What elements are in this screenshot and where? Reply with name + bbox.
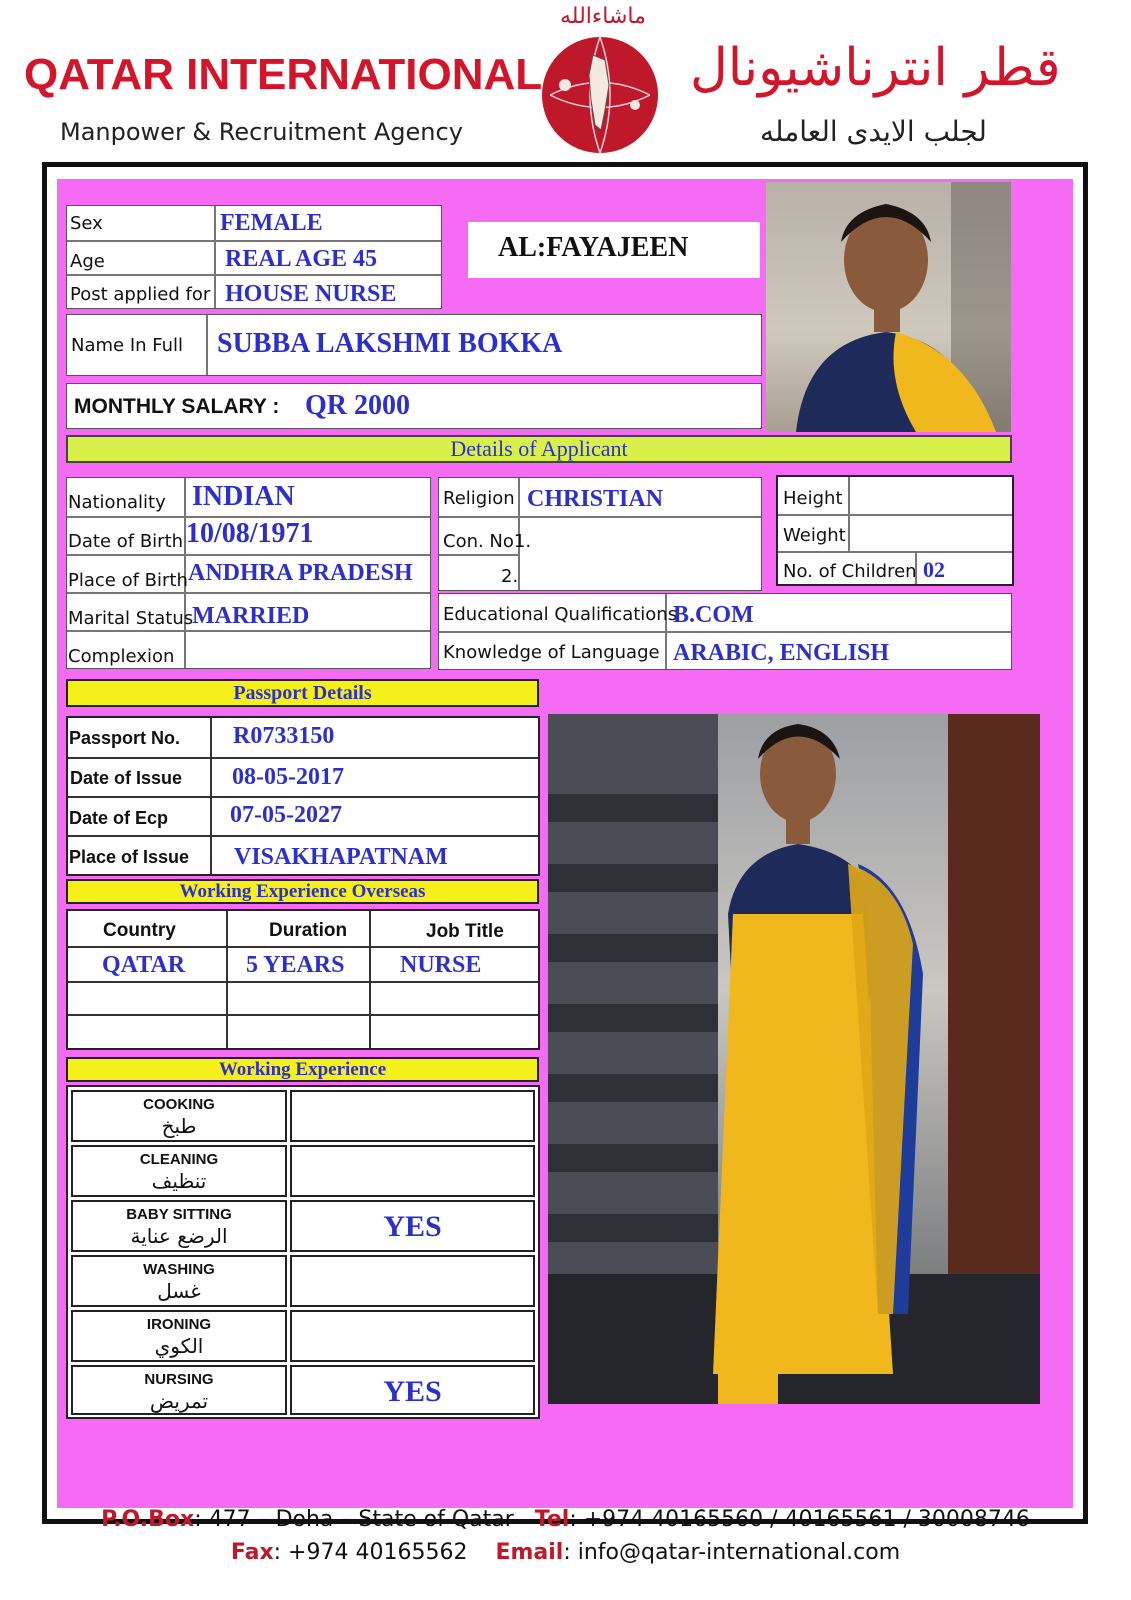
height-label: Height xyxy=(783,488,843,509)
children-label: No. of Children xyxy=(783,561,917,582)
footer-tel: : +974 40165560 / 40165561 / 30008746 xyxy=(569,1507,1030,1532)
skill-nursing-label: NURSING تمريض xyxy=(71,1365,287,1415)
passport-box xyxy=(66,716,540,876)
footer-pobox-label: P.O.Box xyxy=(101,1507,195,1532)
post-value: HOUSE NURSE xyxy=(225,281,397,307)
sex-value: FEMALE xyxy=(220,210,323,236)
language-label: Knowledge of Language xyxy=(443,642,660,663)
passport-section-header xyxy=(66,679,539,707)
skill-ironing-value xyxy=(290,1310,535,1362)
globe-qatar-map-icon xyxy=(535,30,665,160)
issue-place-value: VISAKHAPATNAM xyxy=(234,844,448,870)
nationality-label: Nationality xyxy=(68,492,166,513)
issue-place-label: Place of Issue xyxy=(69,847,190,867)
education-value: B.COM xyxy=(673,602,754,628)
name-label: Name In Full xyxy=(71,335,184,356)
salary-box xyxy=(66,383,762,429)
pob-value: ANDHRA PRADESH xyxy=(188,560,413,586)
skill-cooking-label: COOKING طبخ xyxy=(71,1090,287,1142)
footer-address-line xyxy=(0,1507,1131,1532)
overseas-title: Working Experience Overseas xyxy=(179,881,426,902)
passport-title: Passport Details xyxy=(233,682,372,704)
experience-section-header xyxy=(66,1057,539,1082)
footer-pobox: : 477 – Doha – State of Qatar xyxy=(194,1507,514,1532)
applicant-full-body-photo xyxy=(548,714,1040,1404)
language-value: ARABIC, ENGLISH xyxy=(673,640,890,666)
physical-box xyxy=(776,475,1014,586)
age-label: Age xyxy=(70,251,105,272)
footer-fax-label: Fax xyxy=(230,1540,274,1565)
salary-label: MONTHLY SALARY : xyxy=(74,395,280,418)
overseas-header-country: Country xyxy=(103,920,176,941)
sex-label: Sex xyxy=(70,213,103,234)
marital-label: Marital Status xyxy=(68,608,194,629)
brand-name-english: QATAR INTERNATIONAL xyxy=(24,50,543,99)
skill-ironing-label: IRONING الكوي xyxy=(71,1310,287,1362)
brand-tagline: Manpower & Recruitment Agency xyxy=(60,118,463,146)
footer-contact-line xyxy=(0,1540,1131,1565)
overseas-header-duration: Duration xyxy=(269,920,348,941)
contact2-label: 2. xyxy=(501,566,519,587)
skill-nursing-value: YES xyxy=(290,1365,535,1415)
overseas-header-job: Job Title xyxy=(426,921,504,942)
footer-fax: : +974 40165562 xyxy=(273,1540,468,1565)
brand-name-arabic: قطر انترناشيونال xyxy=(690,38,1061,98)
salary-value: QR 2000 xyxy=(305,390,410,421)
expiry-date-value: 07-05-2027 xyxy=(230,802,342,828)
education-label: Educational Qualifications xyxy=(443,604,678,625)
pob-label: Place of Birth xyxy=(68,570,188,591)
contact1-label: Con. No1. xyxy=(443,531,532,552)
education-language-box xyxy=(438,593,1012,670)
dob-value: 10/08/1971 xyxy=(186,518,314,549)
basic-info-box xyxy=(66,205,442,309)
age-value: REAL AGE 45 xyxy=(225,246,378,272)
overseas-section-header xyxy=(66,879,539,904)
applicant-portrait-photo xyxy=(766,182,1011,432)
weight-label: Weight xyxy=(783,525,846,546)
footer-email-label: Email xyxy=(495,1540,564,1565)
skill-cleaning-value xyxy=(290,1145,535,1197)
skill-cooking-value xyxy=(290,1090,535,1142)
footer-tel-label: Tel xyxy=(534,1507,570,1532)
overseas-row-job: NURSE xyxy=(400,952,482,978)
agency-code-box xyxy=(468,222,760,278)
details-title: Details of Applicant xyxy=(450,436,628,461)
personal-details-box xyxy=(66,477,431,669)
experience-title: Working Experience xyxy=(218,1059,387,1080)
expiry-date-label: Date of Ecp xyxy=(69,808,169,828)
passport-no-value: R0733150 xyxy=(233,723,335,749)
overseas-row-duration: 5 YEARS xyxy=(246,952,345,978)
skill-babysitting-label: BABY SITTING الرضع عناية xyxy=(71,1200,287,1252)
complexion-label: Complexion xyxy=(68,646,175,667)
religion-value: CHRISTIAN xyxy=(527,486,664,512)
details-section-header xyxy=(66,435,1012,463)
agency-code: AL:FAYAJEEN xyxy=(498,232,689,263)
mashallah-text: ماشاءالله xyxy=(560,4,646,29)
brand-subtitle-arabic: لجلب الايدى العامله xyxy=(760,115,987,148)
skill-babysitting-value: YES xyxy=(290,1200,535,1252)
full-name-box xyxy=(66,314,762,376)
passport-no-label: Passport No. xyxy=(69,728,181,748)
overseas-row-country: QATAR xyxy=(102,952,186,978)
post-label: Post applied for xyxy=(70,284,211,305)
overseas-table xyxy=(66,909,540,1050)
name-value: SUBBA LAKSHMI BOKKA xyxy=(217,328,563,359)
issue-date-label: Date of Issue xyxy=(70,768,183,788)
religion-contact-box xyxy=(438,477,762,591)
religion-label: Religion xyxy=(443,488,515,509)
marital-value: MARRIED xyxy=(192,603,310,629)
skill-washing-label: WASHING غسل xyxy=(71,1255,287,1307)
skill-washing-value xyxy=(290,1255,535,1307)
children-value: 02 xyxy=(923,557,945,582)
footer-email[interactable]: : info@qatar-international.com xyxy=(563,1540,901,1565)
nationality-value: INDIAN xyxy=(192,481,295,512)
issue-date-value: 08-05-2017 xyxy=(232,764,344,790)
dob-label: Date of Birth xyxy=(68,531,184,552)
experience-table xyxy=(66,1085,540,1419)
skill-cleaning-label: CLEANING تنظيف xyxy=(71,1145,287,1197)
